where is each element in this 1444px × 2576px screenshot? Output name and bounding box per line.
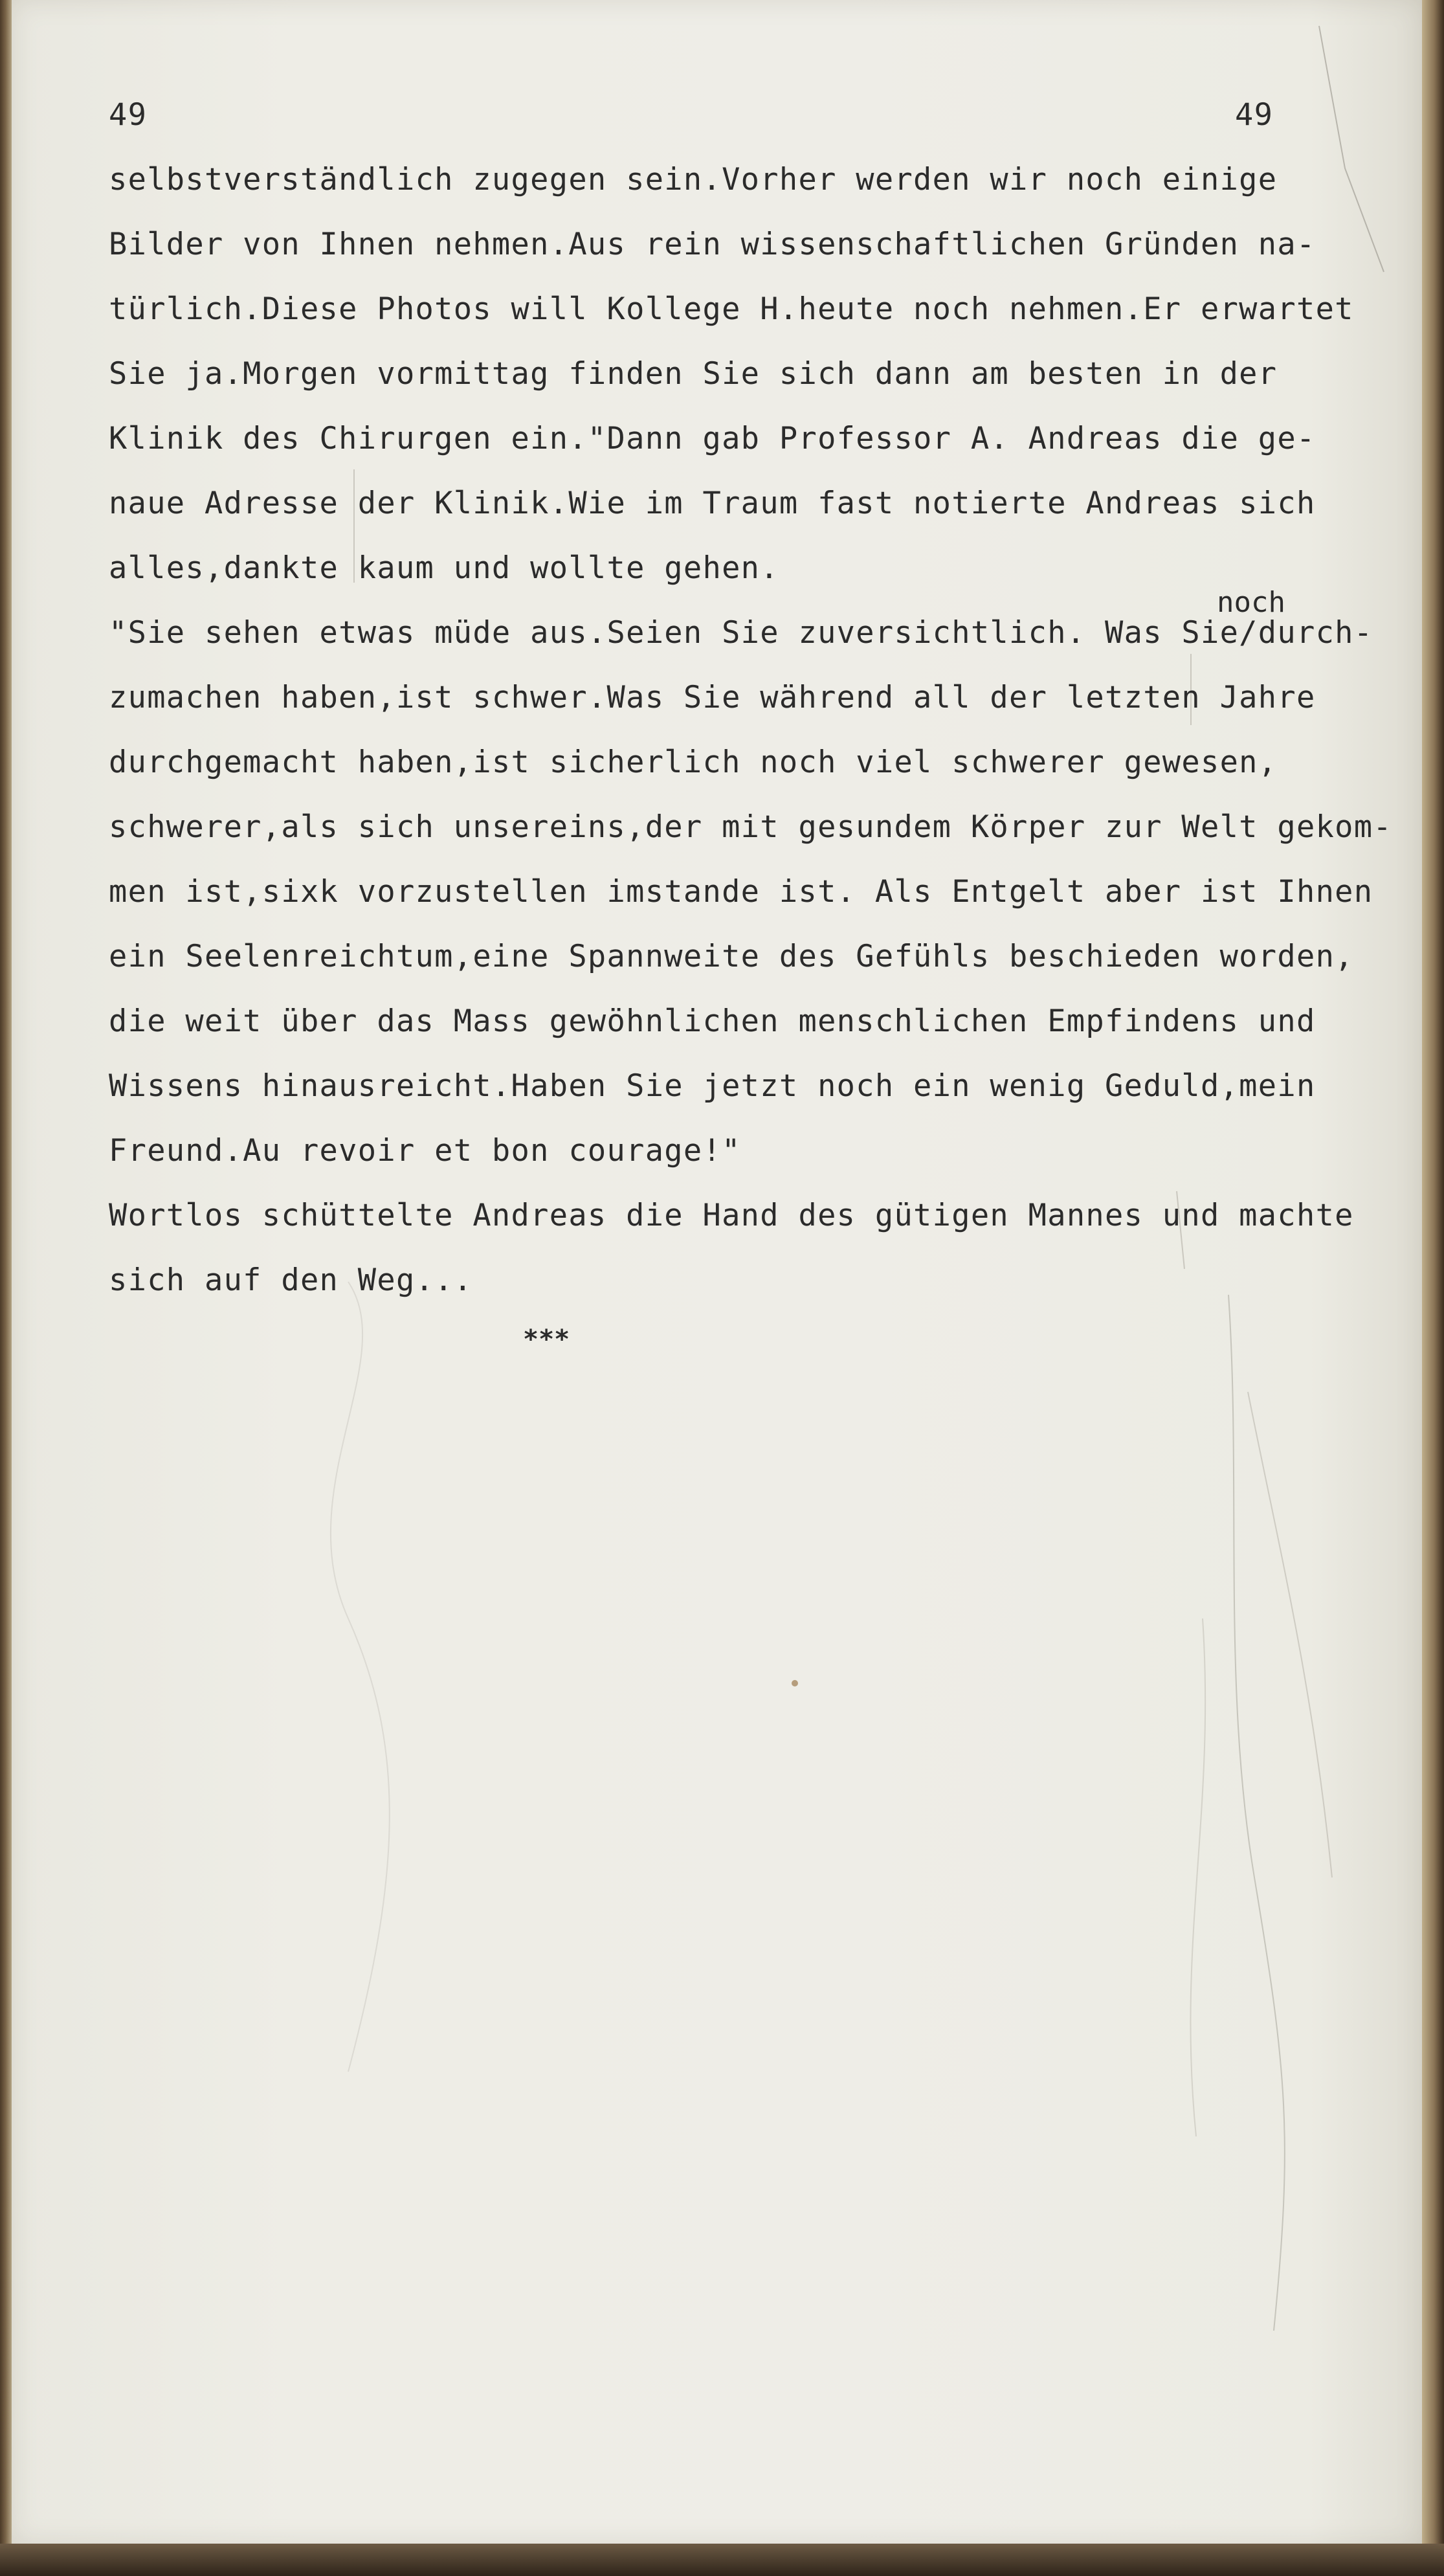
page-number-left: 49 — [109, 97, 148, 133]
text-line: zumachen haben,ist schwer.Was Sie während all der letzten Jahre — [109, 680, 1316, 715]
text-line: sich auf den Weg... — [109, 1262, 473, 1298]
inserted-word: noch — [1217, 586, 1285, 619]
text-line: naue Adresse der Klinik.Wie im Traum fast notierte Andreas sich — [109, 486, 1316, 521]
text-line: schwerer,als sich unsereins,der mit gesundem Körper zur Welt gekom- — [109, 809, 1392, 845]
page-edge-right — [1422, 0, 1444, 2576]
text-line: Bilder von Ihnen nehmen.Aus rein wissenschaftlichen Gründen na- — [109, 227, 1316, 262]
text-line: Wortlos schüttelte Andreas die Hand des gütigen Mannes und machte — [109, 1198, 1354, 1233]
page-edge-bottom — [0, 2544, 1444, 2576]
text-line: die weit über das Mass gewöhnlichen menschlichen Empfindens und — [109, 1003, 1316, 1039]
text-line: men ist,sixk vorzustellen imstande ist. Als Entgelt aber ist Ihnen — [109, 874, 1373, 910]
text-line: ein Seelenreichtum,eine Spannweite des Gefühls beschieden worden, — [109, 939, 1354, 974]
text-line: durchgemacht haben,ist sicherlich noch viel schwerer gewesen, — [109, 745, 1278, 780]
text-line: Sie ja.Morgen vormittag finden Sie sich dann am besten in der — [109, 356, 1278, 392]
section-break: *** — [523, 1325, 570, 1354]
text-line: Klinik des Chirurgen ein."Dann gab Professor A. Andreas die ge- — [109, 421, 1316, 456]
page-number-right: 49 — [1235, 97, 1274, 133]
text-line: "Sie sehen etwas müde aus.Seien Sie zuversichtlich. Was Sie/durch- — [109, 615, 1373, 651]
text-line: Wissens hinausreicht.Haben Sie jetzt noch ein wenig Geduld,mein — [109, 1068, 1316, 1104]
text-line: alles,dankte kaum und wollte gehen. — [109, 550, 779, 586]
text-line: selbstverständlich zugegen sein.Vorher werden wir noch einige — [109, 162, 1278, 197]
text-line: Freund.Au revoir et bon courage!" — [109, 1133, 741, 1169]
typewritten-page — [12, 0, 1423, 2544]
text-line: türlich.Diese Photos will Kollege H.heute noch nehmen.Er erwartet — [109, 291, 1354, 327]
